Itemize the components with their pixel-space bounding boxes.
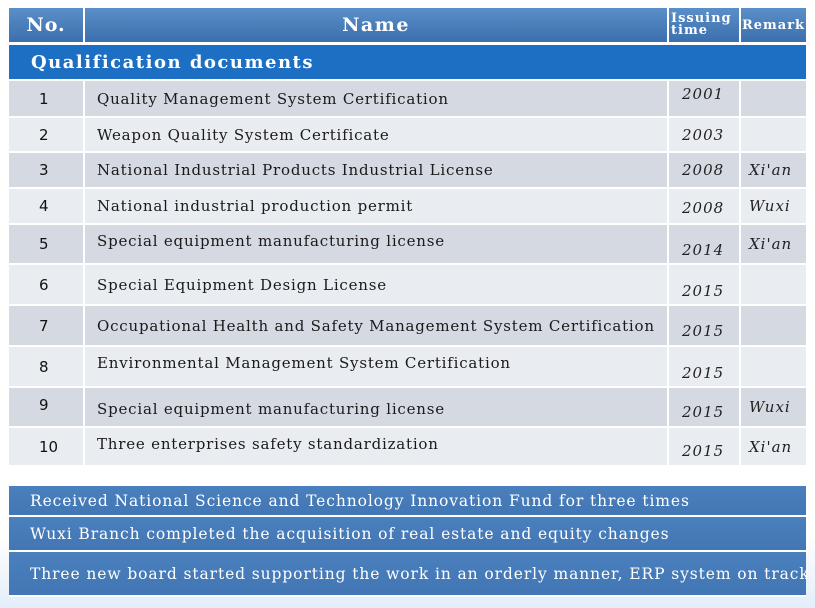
table-row — [9, 79, 806, 116]
row-remark — [741, 306, 806, 345]
row-no: 3 — [9, 153, 85, 187]
table-header — [9, 8, 806, 42]
row-name: Special Equipment Design License — [85, 265, 669, 304]
note-item: Three new board started supporting the work in an orderly manner, ERP system on track — [9, 552, 806, 597]
row-name: Quality Management System Certification — [85, 81, 669, 116]
row-name: Three enterprises safety standardization — [85, 428, 669, 465]
section-title: Qualification documents — [9, 45, 806, 79]
row-no: 1 — [9, 81, 85, 116]
row-remark: Xi'an — [741, 153, 806, 187]
table-row — [9, 116, 806, 151]
row-issuing-time: 2008 — [669, 153, 741, 187]
row-no: 7 — [9, 306, 85, 345]
row-issuing-time: 2015 — [669, 388, 741, 426]
table-row — [9, 426, 806, 465]
row-no: 5 — [9, 225, 85, 263]
header-no: No. — [9, 8, 85, 42]
row-name: Special equipment manufacturing license — [85, 388, 669, 426]
row-issuing-time: 2015 — [669, 428, 741, 465]
row-name: Special equipment manufacturing license — [85, 225, 669, 263]
row-issuing-time: 2014 — [669, 225, 741, 263]
header-issuing-time: Issuing time — [669, 8, 741, 42]
row-no: 8 — [9, 347, 85, 386]
header-remark: Remark — [741, 8, 806, 42]
row-name: Occupational Health and Safety Management System Certification — [85, 306, 669, 345]
row-issuing-time: 2008 — [669, 189, 741, 223]
row-remark — [741, 118, 806, 151]
note-item: Wuxi Branch completed the acquisition of real estate and equity changes — [9, 517, 806, 552]
table-row — [9, 304, 806, 345]
row-remark — [741, 347, 806, 386]
row-name: National industrial production permit — [85, 189, 669, 223]
row-no: 9 — [9, 388, 85, 426]
row-no: 4 — [9, 189, 85, 223]
achievement-notes — [9, 486, 810, 597]
table-row — [9, 263, 806, 304]
row-remark: Wuxi — [741, 189, 806, 223]
row-remark: Xi'an — [741, 428, 806, 465]
table-row — [9, 223, 806, 263]
row-issuing-time: 2015 — [669, 347, 741, 386]
row-remark — [741, 81, 806, 116]
row-name: Weapon Quality System Certificate — [85, 118, 669, 151]
table-row — [9, 345, 806, 386]
row-issuing-time: 2001 — [669, 81, 741, 116]
row-remark: Xi'an — [741, 225, 806, 263]
row-no: 6 — [9, 265, 85, 304]
qualification-table — [9, 8, 806, 465]
note-item: Received National Science and Technology Innovation Fund for three times — [9, 486, 806, 517]
row-issuing-time: 2003 — [669, 118, 741, 151]
row-no: 2 — [9, 118, 85, 151]
table-row — [9, 151, 806, 187]
header-name: Name — [85, 8, 669, 42]
table-row — [9, 386, 806, 426]
row-remark — [741, 265, 806, 304]
table-row — [9, 187, 806, 223]
row-name: Environmental Management System Certification — [85, 347, 669, 386]
row-name: National Industrial Products Industrial License — [85, 153, 669, 187]
row-no: 10 — [9, 428, 85, 465]
row-issuing-time: 2015 — [669, 265, 741, 304]
row-remark: Wuxi — [741, 388, 806, 426]
row-issuing-time: 2015 — [669, 306, 741, 345]
